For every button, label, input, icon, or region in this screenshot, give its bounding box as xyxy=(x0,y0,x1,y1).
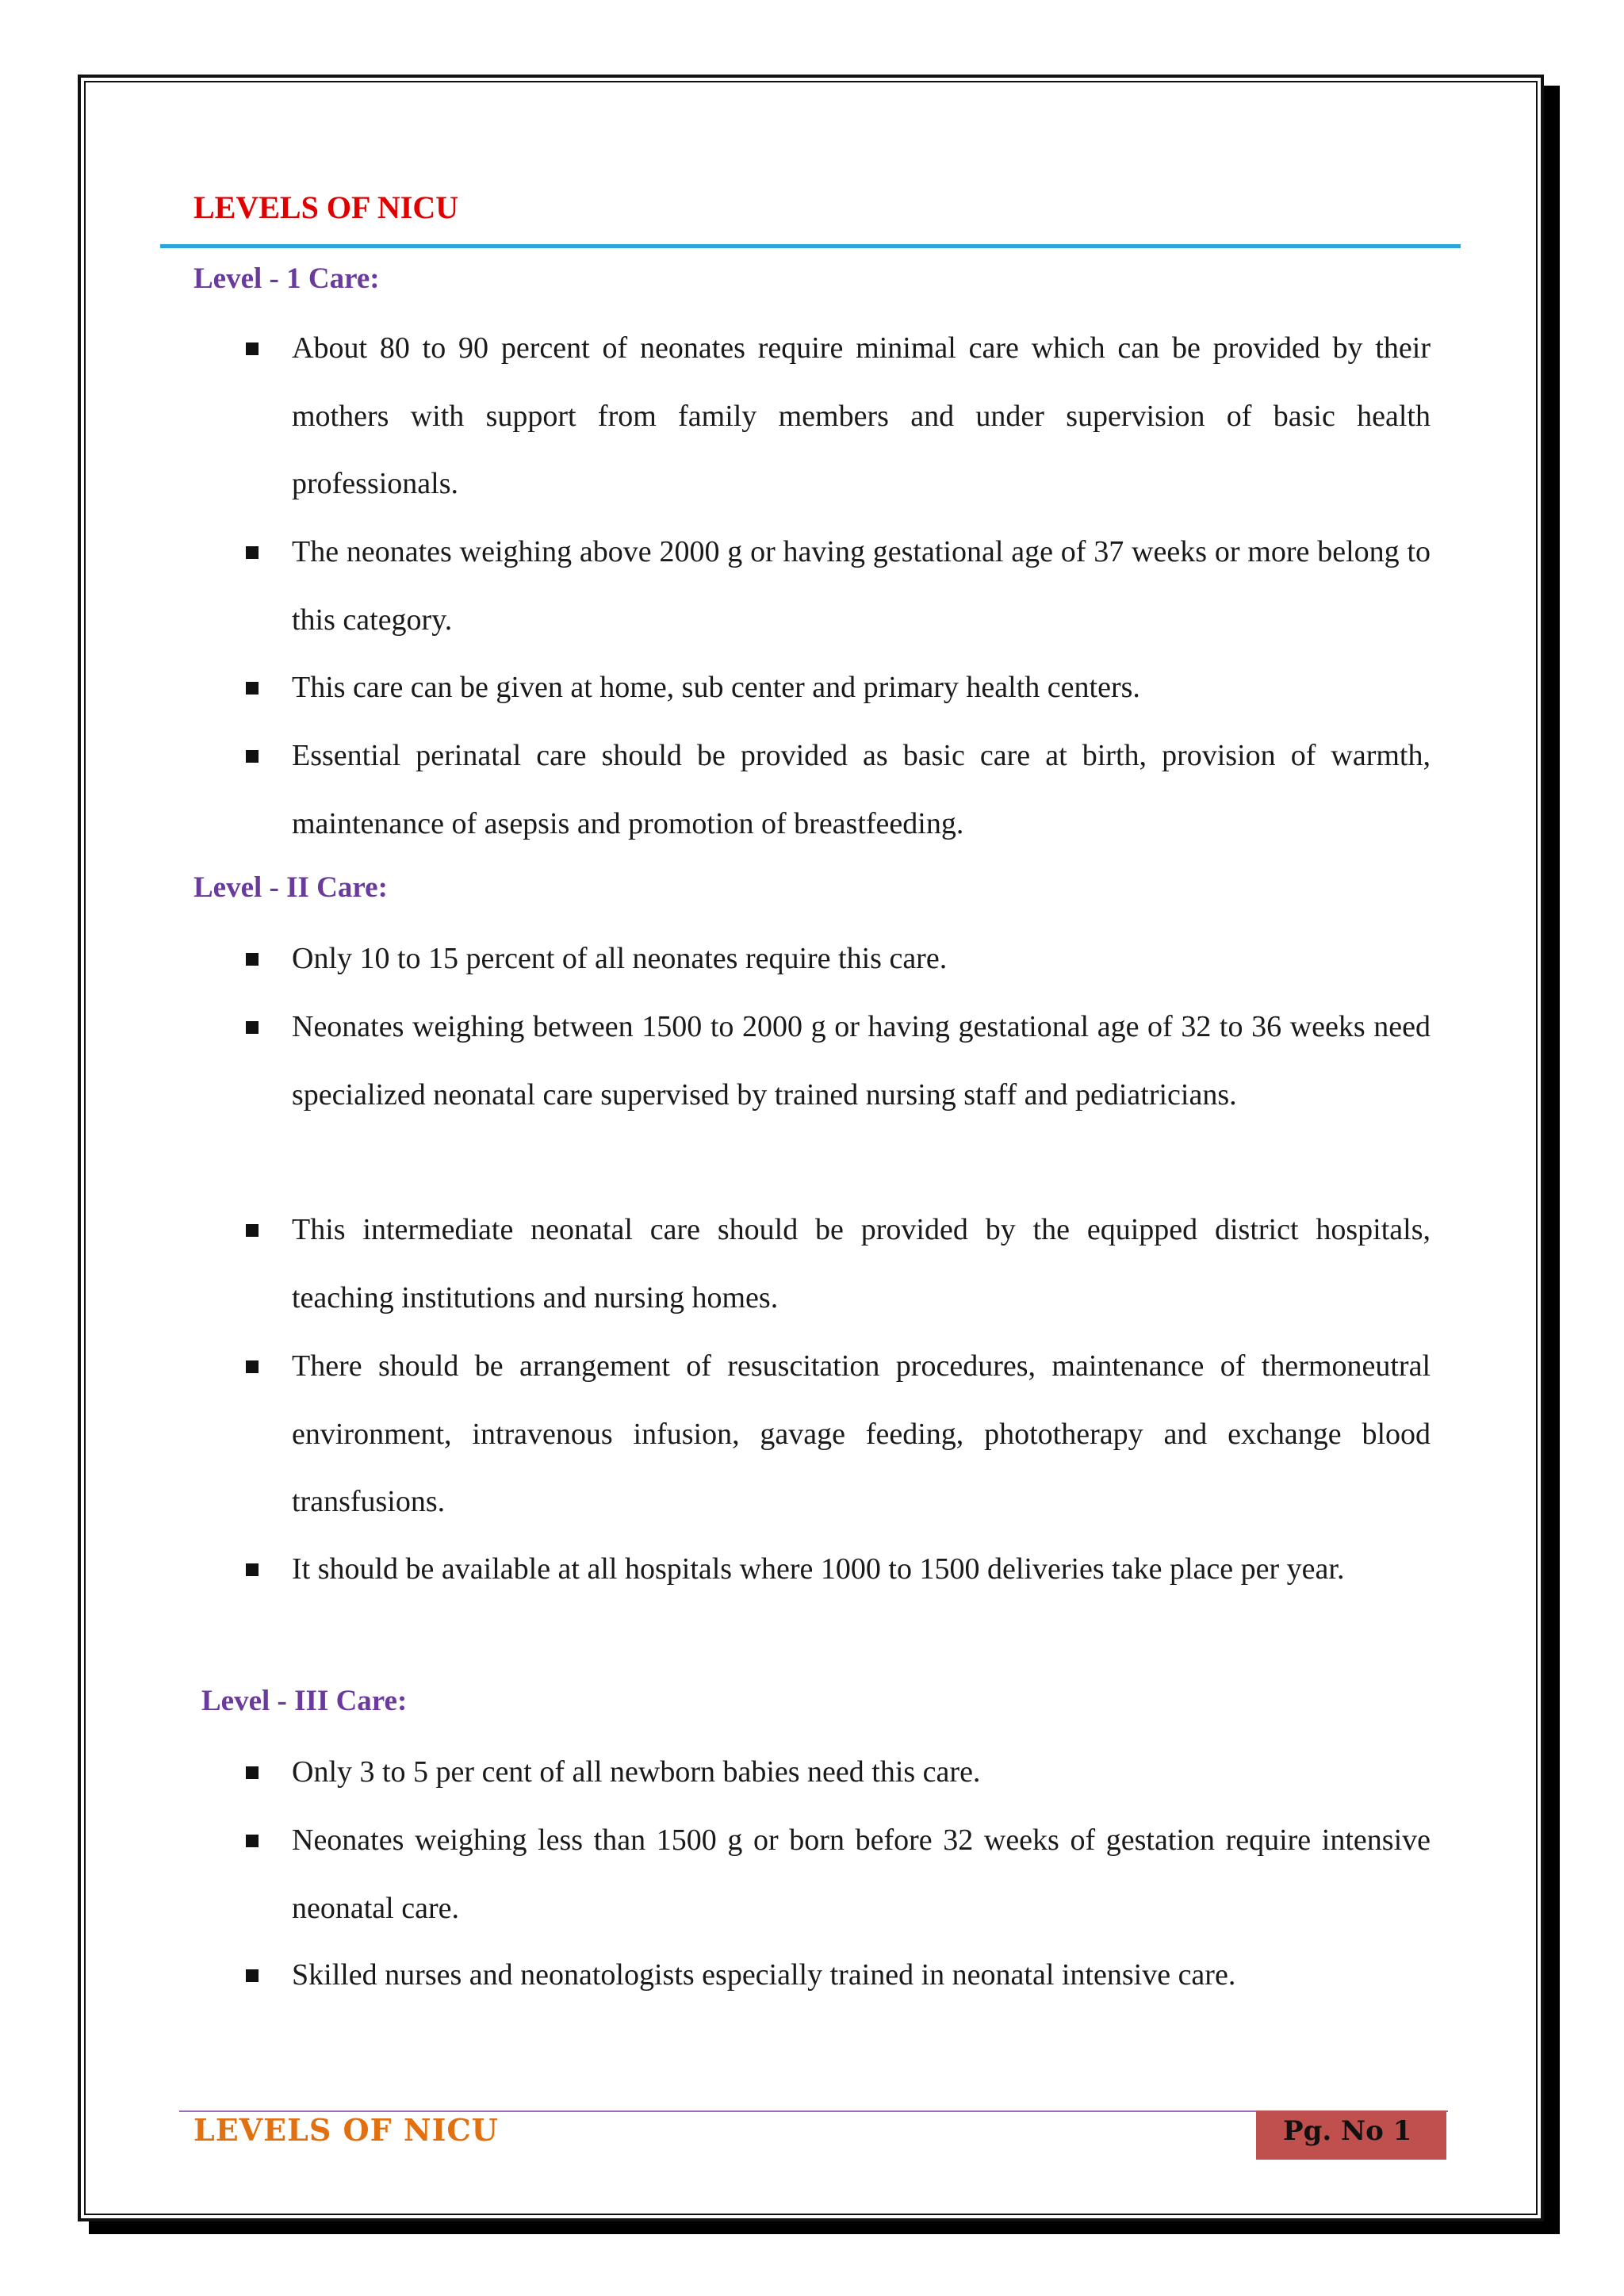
bullet-marker xyxy=(246,1766,259,1779)
bullet-marker xyxy=(246,1224,259,1237)
page-number: Pg. No 1 xyxy=(1283,2115,1412,2147)
bullet-marker xyxy=(246,750,259,763)
document-title: LEVELS OF NICU xyxy=(193,189,459,225)
list-item: Only 3 to 5 per cent of all newborn babies need this care. xyxy=(292,1755,981,1789)
section-heading-level-2: Level - II Care: xyxy=(193,871,388,904)
title-underline xyxy=(160,244,1461,248)
footer-title: LEVELS OF NICU xyxy=(193,2112,499,2148)
list-item: Essential perinatal care should be provided as basic care at birth, provision of warmth, maintenance of asepsis and promotion of breastfeeding. xyxy=(292,739,1431,840)
bullet-marker xyxy=(246,1969,259,1982)
list-item: There should be arrangement of resuscitation procedures, maintenance of thermoneutral environment, intravenous infusion, gavage feeding, phototherapy and exchange blood transfusions. xyxy=(292,1349,1431,1518)
list-item: The neonates weighing above 2000 g or having gestational age of 37 weeks or more belong to this category. xyxy=(292,535,1431,637)
list-item: Only 10 to 15 percent of all neonates require this care. xyxy=(292,942,948,975)
list-item: This care can be given at home, sub center and primary health centers. xyxy=(292,671,1140,704)
list-item: Skilled nurses and neonatologists especially trained in neonatal intensive care. xyxy=(292,1958,1236,1992)
section-heading-level-3: Level - III Care: xyxy=(201,1685,408,1717)
list-item: Neonates weighing less than 1500 g or born before 32 weeks of gestation require intensive neonatal care. xyxy=(292,1823,1431,1925)
bullet-marker xyxy=(246,342,259,355)
list-item: It should be available at all hospitals where 1000 to 1500 deliveries take place per year. xyxy=(292,1552,1345,1586)
list-item: This intermediate neonatal care should be provided by the equipped district hospitals, teaching institutions and nursing homes. xyxy=(292,1213,1431,1314)
bullet-marker xyxy=(246,1563,259,1576)
section-heading-level-1: Level - 1 Care: xyxy=(193,262,380,295)
list-item: Neonates weighing between 1500 to 2000 g or having gestational age of 32 to 36 weeks need specialized neonatal care supervised by trained nursing staff and pediatricians. xyxy=(292,1010,1431,1112)
list-item: About 80 to 90 percent of neonates require minimal care which can be provided by their mothers with support from family members and under supervision of basic health professionals. xyxy=(292,331,1431,500)
bullet-marker xyxy=(246,953,259,966)
bullet-marker xyxy=(246,1835,259,1847)
bullet-marker xyxy=(246,1021,259,1034)
bullet-marker xyxy=(246,1360,259,1373)
bullet-marker xyxy=(246,682,259,695)
bullet-marker xyxy=(246,546,259,559)
